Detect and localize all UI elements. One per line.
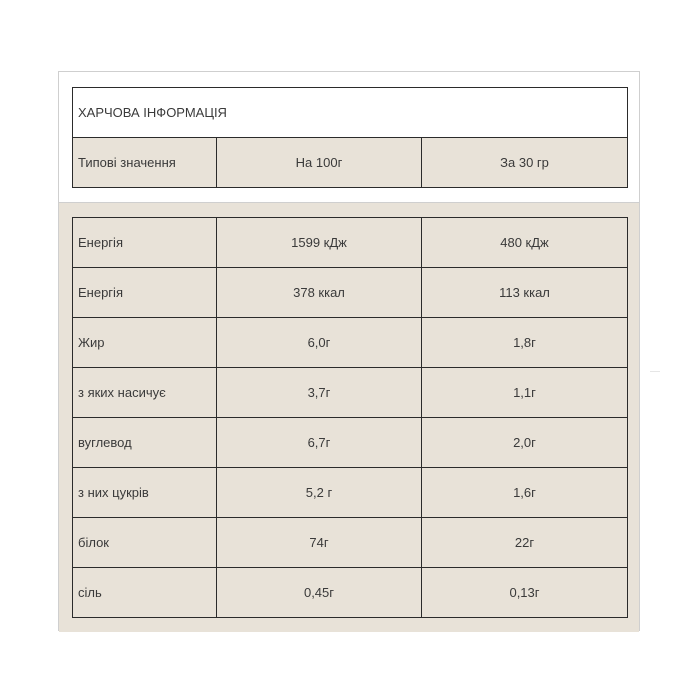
table-row	[73, 468, 628, 518]
header-per-30g: За 30 гр	[422, 138, 628, 188]
nutrient-name: з яких насичує	[73, 368, 217, 418]
value-per-30g: 113 ккал	[422, 268, 628, 318]
value-per-100g: 5,2 г	[217, 468, 422, 518]
table-row	[73, 418, 628, 468]
value-per-30g: 1,6г	[422, 468, 628, 518]
nutrition-values-table	[72, 217, 628, 618]
header-typical-values: Типові значення	[73, 138, 217, 188]
nutrition-panel	[58, 71, 640, 631]
title-row	[73, 88, 628, 138]
value-per-100g: 1599 кДж	[217, 218, 422, 268]
nutrient-name: Енергія	[73, 218, 217, 268]
nutrient-name: з них цукрів	[73, 468, 217, 518]
value-per-100g: 0,45г	[217, 568, 422, 618]
table-title: ХАРЧОВА ІНФОРМАЦІЯ	[73, 88, 628, 138]
value-per-30g: 480 кДж	[422, 218, 628, 268]
value-per-30g: 22г	[422, 518, 628, 568]
nutrition-values-section	[59, 202, 639, 632]
table-row	[73, 568, 628, 618]
value-per-30g: 2,0г	[422, 418, 628, 468]
nutrition-header-section	[59, 72, 639, 202]
nutrient-name: Енергія	[73, 268, 217, 318]
table-row	[73, 318, 628, 368]
table-row	[73, 218, 628, 268]
value-per-30g: 1,8г	[422, 318, 628, 368]
nutrient-name: Жир	[73, 318, 217, 368]
nutrition-header-table	[72, 87, 628, 188]
nutrient-name: білок	[73, 518, 217, 568]
nutrient-name: сіль	[73, 568, 217, 618]
header-row	[73, 138, 628, 188]
value-per-100g: 6,0г	[217, 318, 422, 368]
value-per-100g: 3,7г	[217, 368, 422, 418]
value-per-100g: 6,7г	[217, 418, 422, 468]
header-per-100g: На 100г	[217, 138, 422, 188]
nutrient-name: вуглевод	[73, 418, 217, 468]
value-per-30g: 1,1г	[422, 368, 628, 418]
table-row	[73, 518, 628, 568]
divider	[650, 371, 660, 372]
value-per-100g: 378 ккал	[217, 268, 422, 318]
table-row	[73, 368, 628, 418]
table-row	[73, 268, 628, 318]
value-per-100g: 74г	[217, 518, 422, 568]
value-per-30g: 0,13г	[422, 568, 628, 618]
